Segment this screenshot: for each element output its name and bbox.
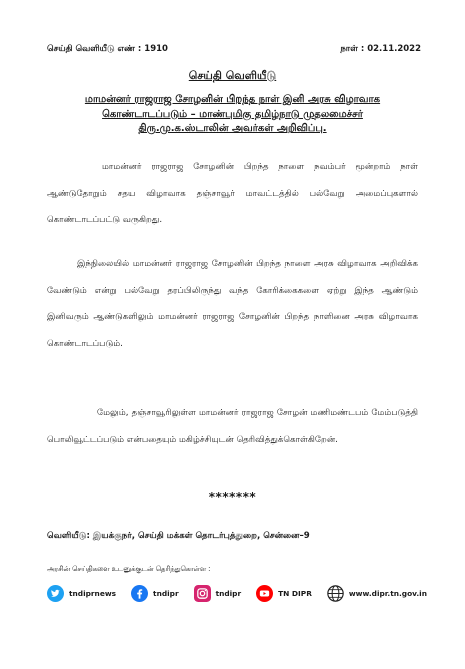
facebook-handle: tndipr	[153, 588, 179, 598]
paragraph-3: மேலும், தஞ்சாவூரிலுள்ள மாமன்னர் ராஜராஜ சோழன் மணிமண்டபம் மேம்படுத்தி பொலிவூட்டப்படும் என்பதையும் மகிழ்ச்சியுடன் தெரிவித்துக்கொள்கிறேன்.	[47, 408, 418, 445]
separator: *******	[208, 490, 257, 504]
document-title: செய்தி வெளியீடு	[188, 69, 277, 82]
social-website[interactable]	[327, 585, 427, 602]
facebook-icon	[131, 585, 148, 602]
headline-line-3: திரு.மு.க.ஸ்டாலின் அவர்கள் அறிவிப்பு.	[138, 123, 327, 134]
twitter-icon	[47, 585, 64, 602]
social-instagram[interactable]	[194, 585, 242, 602]
social-links	[47, 584, 427, 602]
youtube-handle: TN DIPR	[278, 588, 312, 598]
follow-prompt: அரசின் செய்திகளை உடனுக்குடன் தெரிந்துகொள்ள :	[47, 565, 211, 573]
instagram-icon	[194, 585, 211, 602]
headline-line-1: மாமன்னர் ராஜராஜ சோழனின் பிறந்த நாள் இனி அரசு விழாவாக	[84, 94, 381, 105]
social-facebook[interactable]	[131, 585, 179, 602]
social-youtube[interactable]	[256, 585, 312, 602]
website-url: www.dipr.tn.gov.in	[348, 588, 427, 598]
social-twitter[interactable]	[47, 585, 116, 602]
paragraph-1: மாமன்னர் ராஜராஜ சோழனின் பிறந்த நாளை நவம்பர் மூன்றாம் நாள் ஆண்டுதோறும் சதய விழாவாக தஞ்சாவூர் மாவட்டத்தில் பல்வேறு அமைப்புகளால் கொண்டாடப்பட்டு வருகிறது.	[47, 162, 418, 225]
release-number: செய்தி வெளியீடு எண் : 1910	[47, 44, 168, 54]
issuer-line: வெளியீடு: இயக்குநர், செய்தி மக்கள் தொடர்புத்துறை, சென்னை–9	[47, 531, 310, 541]
release-date: நாள் : 02.11.2022	[340, 44, 421, 54]
headline	[46, 93, 419, 137]
paragraph-2: இந்நிலையில் மாமன்னர் ராஜராஜ சோழனின் பிறந்த நாளை அரசு விழாவாக அறிவிக்க வேண்டும் என்று பல்வேறு தரப்பிலிருந்து வந்த கோரிக்கைகளை ஏற்று இந்த ஆண்டும் இனிவரும் ஆண்டுகளிலும் மாமன்னர் ராஜராஜ சோழனின் பிறந்த நாளினை அரசு விழாவாக கொண்டாடப்படும்.	[47, 259, 418, 349]
headline-line-2: கொண்டாடப்படும் – மாண்புமிகு தமிழ்நாடு முதலமைச்சர்	[102, 108, 363, 120]
youtube-icon	[256, 585, 273, 602]
globe-icon	[327, 585, 344, 602]
twitter-handle: tndiprnews	[69, 588, 117, 598]
instagram-handle: tndipr	[215, 588, 242, 598]
